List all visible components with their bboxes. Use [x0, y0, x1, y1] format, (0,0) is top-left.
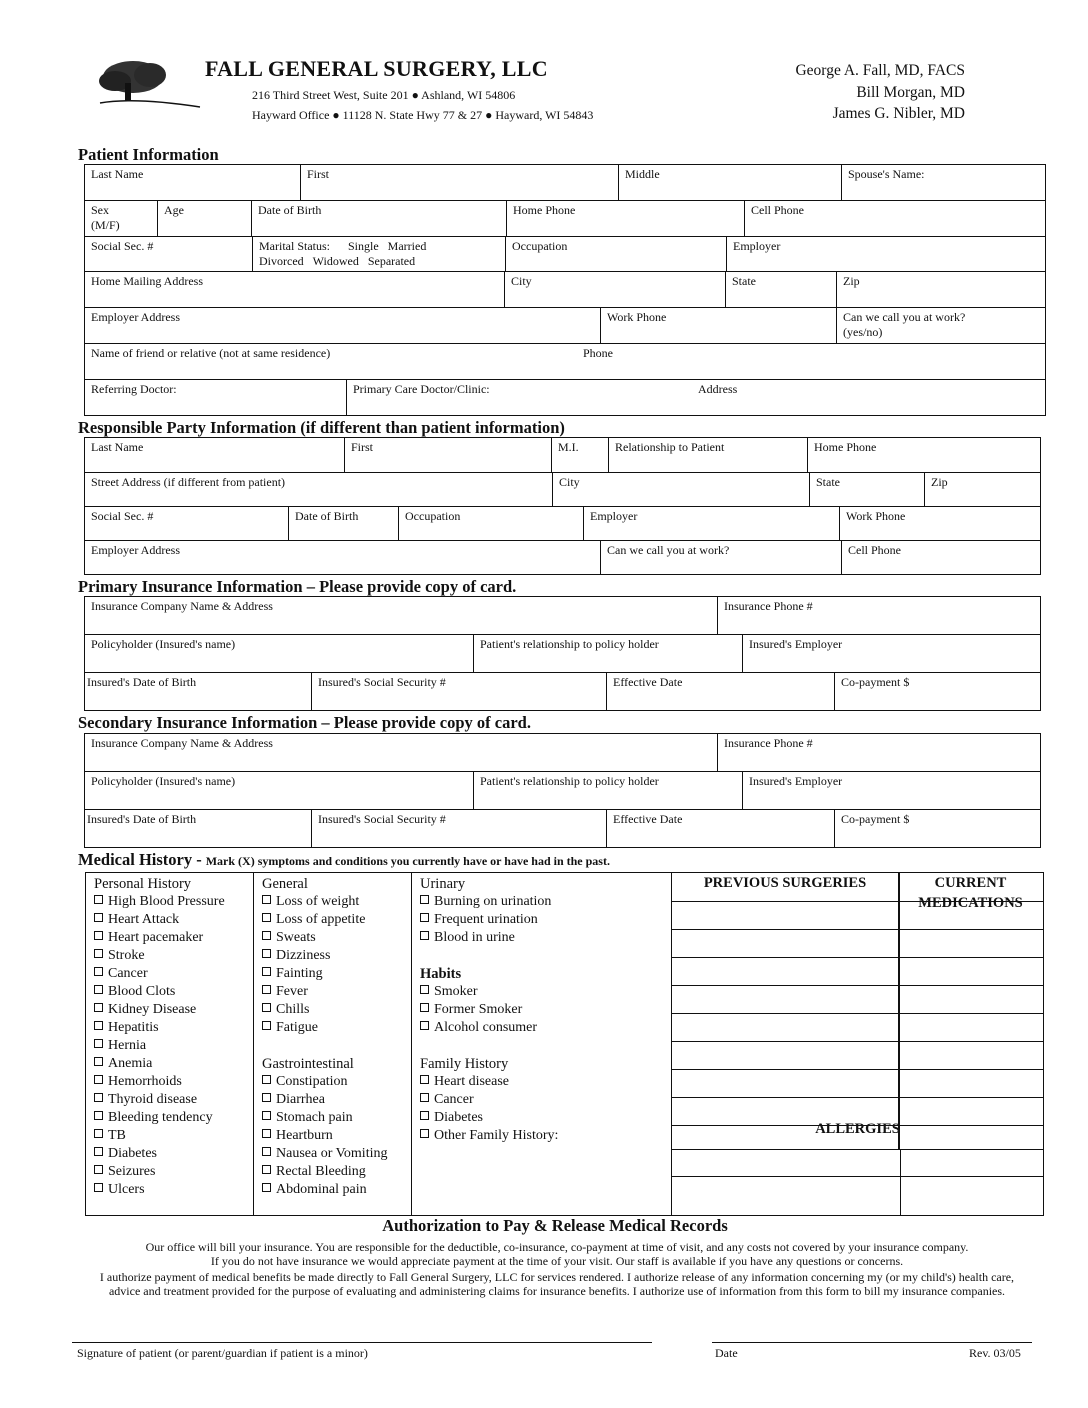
checkbox-label: Bleeding tendency [108, 1110, 213, 1125]
secondary-ins-row-2 [84, 771, 1041, 810]
checkbox-label: Stroke [108, 948, 145, 963]
personal-history-item[interactable] [94, 1073, 253, 1091]
age-field[interactable]: Age [158, 201, 252, 237]
rp-employer-address-field[interactable]: Employer Address [85, 541, 601, 575]
checkbox[interactable] [262, 1129, 271, 1138]
checkbox[interactable] [94, 931, 103, 940]
entry-line [672, 1041, 898, 1042]
rp-street-field[interactable]: Street Address (if different from patient) [85, 473, 553, 507]
personal-history-item[interactable] [94, 1163, 253, 1181]
personal-history-item[interactable] [94, 893, 253, 911]
checkbox-label: Heart pacemaker [108, 930, 204, 945]
habit-item[interactable] [420, 1001, 671, 1019]
pi-copay-field[interactable]: Co-payment $ [835, 673, 1041, 711]
gi-symptom-item[interactable] [262, 1181, 411, 1199]
checkbox-label: Other Family History: [434, 1128, 559, 1143]
primary-ins-row-2 [84, 634, 1041, 673]
rp-first-name-field[interactable]: First [345, 438, 552, 473]
checkbox[interactable] [94, 949, 103, 958]
responsible-party-title: Responsible Party Information (if different than patient information) [78, 418, 565, 437]
checkbox[interactable] [420, 1111, 429, 1120]
urinary-title: Urinary [420, 876, 466, 892]
date-label: Date [715, 1346, 738, 1360]
first-name-field[interactable]: First [301, 165, 619, 201]
responsible-row-4 [84, 540, 1041, 575]
gi-symptom-item[interactable] [262, 1109, 411, 1127]
primary-insurance-title: Primary Insurance Information – Please provide copy of card. [78, 577, 517, 596]
checkbox[interactable] [420, 1075, 429, 1084]
employer-field[interactable]: Employer [727, 237, 1046, 272]
personal-history-item[interactable] [94, 1145, 253, 1163]
personal-history-item[interactable] [94, 1091, 253, 1109]
checkbox-label: TB [108, 1128, 126, 1143]
personal-history-item[interactable] [94, 1037, 253, 1055]
pi-company-field[interactable]: Insurance Company Name & Address [85, 597, 718, 635]
revision-label: Rev. 03/05 [969, 1346, 1021, 1360]
call-at-work-field[interactable]: Can we call you at work? (yes/no) [837, 308, 1046, 344]
rp-employer-field[interactable]: Employer [584, 507, 840, 541]
checkbox[interactable] [94, 985, 103, 994]
checkbox-label: Chills [276, 1002, 310, 1017]
rp-occupation-field[interactable]: Occupation [399, 507, 584, 541]
checkbox-label: Heartburn [276, 1128, 333, 1143]
spouse-name-field[interactable]: Spouse's Name: [842, 165, 1046, 201]
checkbox[interactable] [420, 931, 429, 940]
general-symptom-item[interactable] [262, 983, 411, 1001]
entry-line [672, 901, 898, 902]
urinary-symptom-item[interactable] [420, 893, 671, 911]
checkbox-label: Seizures [108, 1164, 156, 1179]
medical-history-box [85, 872, 1044, 1216]
checkbox-label: Loss of weight [276, 894, 360, 909]
general-symptom-item[interactable] [262, 1001, 411, 1019]
rp-dob-field[interactable]: Date of Birth [289, 507, 399, 541]
medical-history-heading [78, 850, 610, 870]
cell-phone-field[interactable]: Cell Phone [745, 201, 1046, 237]
checkbox-label: Frequent urination [434, 912, 538, 927]
checkbox[interactable] [262, 1093, 271, 1102]
checkbox[interactable] [420, 895, 429, 904]
family-history-title: Family History [420, 1056, 509, 1072]
rp-city-field[interactable]: City [553, 473, 810, 507]
responsible-row-2 [84, 472, 1041, 507]
personal-history-item[interactable] [94, 929, 253, 947]
address-line-2: Hayward Office ● 11128 N. State Hwy 77 & 27 ● Hayward, WI 54843 [252, 108, 594, 122]
checkbox[interactable] [262, 1003, 271, 1012]
checkbox-label: Stomach pain [276, 1110, 353, 1125]
checkbox-label: Fatigue [276, 1020, 318, 1035]
pi-ssn-field[interactable]: Insured's Social Security # [312, 673, 607, 711]
checkbox[interactable] [262, 985, 271, 994]
checkbox[interactable] [262, 913, 271, 922]
pi-dob-field[interactable]: Insured's Date of Birth [85, 673, 312, 711]
gi-symptom-item[interactable] [262, 1073, 411, 1091]
checkbox-label: Thyroid disease [108, 1092, 198, 1107]
general-symptom-item[interactable] [262, 965, 411, 983]
doctor-name: George A. Fall, MD, FACS [795, 62, 965, 79]
patient-row-3 [84, 236, 1046, 272]
rp-call-at-work-field[interactable]: Can we call you at work? [601, 541, 842, 575]
personal-history-item[interactable] [94, 947, 253, 965]
checkbox[interactable] [262, 1075, 271, 1084]
entry-line [672, 929, 898, 930]
entry-line [898, 929, 1043, 930]
rp-cell-phone-field[interactable]: Cell Phone [842, 541, 1041, 575]
pi-phone-field[interactable]: Insurance Phone # [718, 597, 1041, 635]
personal-history-item[interactable] [94, 1181, 253, 1199]
friend-relative-field[interactable]: Name of friend or relative (not at same residence) [85, 344, 578, 380]
billing-paragraph: Our office will bill your insurance. You are responsible for the deductible, co-insurance, co-payment at time of visit, and any costs not covered by your insurance company. [145, 1240, 969, 1254]
checkbox[interactable] [420, 1093, 429, 1102]
checkbox-label: Loss of appetite [276, 912, 366, 927]
personal-history-column [86, 873, 254, 1215]
checkbox[interactable] [94, 913, 103, 922]
checkbox[interactable] [262, 931, 271, 940]
authorization-paragraph: I authorize payment of medical benefits be made directly to Fall General Surgery, LLC for services rendered. I authorize release of any information concerning my (or my child's) health care, advice and treatment provided for the purpose of evaluating and administering claims for insurance benefits. I authorize use of information from this form to bill my insurance companies. [99, 1270, 1015, 1298]
checkbox[interactable] [94, 1165, 103, 1174]
allergies-area[interactable] [672, 1149, 1043, 1215]
patient-row-7 [84, 379, 1046, 416]
patient-row-2 [84, 200, 1046, 237]
pi-effective-field[interactable]: Effective Date [607, 673, 835, 711]
rp-zip-field[interactable]: Zip [925, 473, 1041, 507]
checkbox[interactable] [94, 1003, 103, 1012]
personal-history-title: Personal History [94, 876, 192, 892]
checkbox[interactable] [420, 1021, 429, 1030]
address-line-1: 216 Third Street West, Suite 201 ● Ashland, WI 54806 [252, 88, 516, 102]
date-line[interactable] [712, 1342, 1032, 1343]
tree-logo [95, 55, 205, 110]
urinary-symptom-item[interactable] [420, 911, 671, 929]
habit-item[interactable] [420, 1019, 671, 1037]
no-insurance-paragraph: If you do not have insurance we would appreciate payment at the time of your visit. Our staff is available if you have any questions or concerns. [210, 1254, 904, 1268]
si-holder-field[interactable]: Policyholder (Insured's name) [85, 772, 474, 810]
allergies-title: ALLERGIES [815, 1121, 900, 1137]
personal-history-item[interactable] [94, 1109, 253, 1127]
entry-line [672, 957, 898, 958]
habit-item[interactable] [420, 983, 671, 1001]
checkbox[interactable] [94, 1129, 103, 1138]
personal-history-item[interactable] [94, 1055, 253, 1073]
mailing-address-field[interactable]: Home Mailing Address [85, 272, 505, 308]
medical-history-instruction: Mark (X) symptoms and conditions you currently have or have had in the past. [205, 854, 610, 868]
primary-care-address-field[interactable]: Address [692, 380, 1046, 416]
habits-title: Habits [420, 966, 462, 982]
friend-phone-field[interactable]: Phone [577, 344, 1046, 380]
practice-name: FALL GENERAL SURGERY, LLC [205, 56, 548, 81]
checkbox-label: Fever [276, 984, 308, 999]
signature-label: Signature of patient (or parent/guardian if patient is a minor) [77, 1346, 368, 1360]
checkbox[interactable] [94, 1021, 103, 1030]
rp-last-name-field[interactable]: Last Name [85, 438, 345, 473]
responsible-row-3 [84, 506, 1041, 541]
checkbox-label: Anemia [108, 1056, 153, 1071]
entry-line [898, 957, 1043, 958]
patient-info-title: Patient Information [78, 145, 219, 164]
entry-line [672, 1069, 898, 1070]
si-dob-field[interactable]: Insured's Date of Birth [85, 810, 312, 848]
entry-line [898, 1041, 1043, 1042]
secondary-insurance-title: Secondary Insurance Information – Please provide copy of card. [78, 713, 531, 732]
entry-line [898, 1069, 1043, 1070]
checkbox-label: Sweats [276, 930, 316, 945]
gi-symptom-item[interactable] [262, 1145, 411, 1163]
checkbox[interactable] [262, 949, 271, 958]
checkbox[interactable] [94, 1093, 103, 1102]
checkbox[interactable] [262, 1165, 271, 1174]
rp-state-field[interactable]: State [810, 473, 925, 507]
si-effective-field[interactable]: Effective Date [607, 810, 835, 848]
checkbox-label: Smoker [434, 984, 478, 999]
checkbox-label: Cancer [108, 966, 148, 981]
middle-name-field[interactable]: Middle [619, 165, 842, 201]
personal-history-item[interactable] [94, 1019, 253, 1037]
general-symptom-item[interactable] [262, 947, 411, 965]
gi-symptom-item[interactable] [262, 1127, 411, 1145]
checkbox[interactable] [94, 895, 103, 904]
authorization-title: Authorization to Pay & Release Medical Records [382, 1216, 728, 1235]
checkbox-label: Abdominal pain [276, 1182, 367, 1197]
checkbox[interactable] [262, 1183, 271, 1192]
entry-line [898, 1097, 1043, 1098]
gi-symptom-item[interactable] [262, 1163, 411, 1181]
previous-surgeries-title: PREVIOUS SURGERIES [703, 875, 867, 891]
checkbox[interactable] [420, 985, 429, 994]
checkbox-label: Hernia [108, 1038, 147, 1053]
dob-field[interactable]: Date of Birth [252, 201, 507, 237]
checkbox-label: Diarrhea [276, 1092, 325, 1107]
general-symptom-item[interactable] [262, 1019, 411, 1037]
patient-row-4 [84, 271, 1046, 308]
rp-ssn-field[interactable]: Social Sec. # [85, 507, 289, 541]
si-phone-field[interactable]: Insurance Phone # [718, 734, 1041, 772]
si-relationship-field[interactable]: Patient's relationship to policy holder [474, 772, 743, 810]
entry-line [898, 1013, 1043, 1014]
checkbox[interactable] [94, 1057, 103, 1066]
si-copay-field[interactable]: Co-payment $ [835, 810, 1041, 848]
checkbox-label: Kidney Disease [108, 1002, 197, 1017]
personal-history-item[interactable] [94, 983, 253, 1001]
home-phone-field[interactable]: Home Phone [507, 201, 745, 237]
checkbox-label: Heart disease [434, 1074, 510, 1089]
personal-history-item[interactable] [94, 1127, 253, 1145]
checkbox[interactable] [420, 1003, 429, 1012]
checkbox-label: Diabetes [434, 1110, 483, 1125]
rp-home-phone-field[interactable]: Home Phone [808, 438, 1041, 473]
primary-ins-row-3 [84, 672, 1041, 711]
medical-history-title: Medical History - [78, 850, 202, 869]
family-history-item[interactable] [420, 1091, 671, 1109]
marital-status-field[interactable]: Marital Status: Single Married Divorced Widowed Separated [253, 237, 506, 272]
checkbox[interactable] [262, 1021, 271, 1030]
last-name-field[interactable]: Last Name [85, 165, 301, 201]
si-ssn-field[interactable]: Insured's Social Security # [312, 810, 607, 848]
secondary-ins-row-1 [84, 733, 1041, 772]
primary-ins-row-1 [84, 596, 1041, 635]
doctor-name: James G. Nibler, MD [832, 105, 965, 122]
checkbox-label: Hemorrhoids [108, 1074, 182, 1089]
personal-history-item[interactable] [94, 965, 253, 983]
checkbox-label: Former Smoker [434, 1002, 523, 1017]
checkbox[interactable] [94, 967, 103, 976]
checkbox-label: Hepatitis [108, 1020, 159, 1035]
city-field[interactable]: City [505, 272, 726, 308]
family-history-item[interactable] [420, 1073, 671, 1091]
personal-history-item[interactable] [94, 1001, 253, 1019]
checkbox-label: Diabetes [108, 1146, 157, 1161]
general-column [254, 873, 412, 1215]
checkbox-label: Heart Attack [108, 912, 180, 927]
checkbox-label: Blood Clots [108, 984, 176, 999]
employer-address-field[interactable]: Employer Address [85, 308, 601, 344]
state-field[interactable]: State [726, 272, 837, 308]
zip-field[interactable]: Zip [837, 272, 1046, 308]
patient-row-5 [84, 307, 1046, 344]
family-history-item[interactable] [420, 1127, 671, 1145]
checkbox-label: Fainting [276, 966, 323, 981]
checkbox[interactable] [420, 1129, 429, 1138]
entry-line [898, 985, 1043, 986]
general-symptom-item[interactable] [262, 911, 411, 929]
checkbox-label: Blood in urine [434, 930, 515, 945]
checkbox-label: Cancer [434, 1092, 474, 1107]
checkbox-label: Ulcers [108, 1182, 145, 1197]
si-employer-field[interactable]: Insured's Employer [743, 772, 1041, 810]
pi-holder-field[interactable]: Policyholder (Insured's name) [85, 635, 474, 673]
general-title: General [262, 876, 308, 892]
general-symptom-item[interactable] [262, 929, 411, 947]
checkbox-label: Rectal Bleeding [276, 1164, 366, 1179]
rp-relationship-field[interactable]: Relationship to Patient [609, 438, 808, 473]
checkbox[interactable] [262, 895, 271, 904]
entry-line [672, 1097, 898, 1098]
signature-line[interactable] [72, 1342, 652, 1343]
rp-work-phone-field[interactable]: Work Phone [840, 507, 1041, 541]
entry-line [672, 1013, 898, 1014]
checkbox[interactable] [262, 967, 271, 976]
checkbox[interactable] [94, 1147, 103, 1156]
si-company-field[interactable]: Insurance Company Name & Address [85, 734, 718, 772]
primary-care-field[interactable]: Primary Care Doctor/Clinic: [347, 380, 693, 416]
checkbox-label: Burning on urination [434, 894, 552, 909]
checkbox-label: Dizziness [276, 948, 331, 963]
personal-history-item[interactable] [94, 911, 253, 929]
referring-doctor-field[interactable]: Referring Doctor: [85, 380, 347, 416]
checkbox[interactable] [420, 913, 429, 922]
pi-relationship-field[interactable]: Patient's relationship to policy holder [474, 635, 743, 673]
entry-line [672, 985, 898, 986]
secondary-ins-row-3 [84, 809, 1041, 848]
responsible-row-1 [84, 437, 1041, 473]
checkbox[interactable] [94, 1111, 103, 1120]
checkbox-label: Alcohol consumer [434, 1020, 538, 1035]
checkbox-label: High Blood Pressure [108, 894, 225, 909]
occupation-field[interactable]: Occupation [506, 237, 727, 272]
checkbox-label: Nausea or Vomiting [276, 1146, 388, 1161]
checkbox[interactable] [94, 1039, 103, 1048]
urinary-symptom-item[interactable] [420, 929, 671, 947]
checkbox[interactable] [262, 1111, 271, 1120]
pi-employer-field[interactable]: Insured's Employer [743, 635, 1041, 673]
checkbox[interactable] [262, 1147, 271, 1156]
gi-symptom-item[interactable] [262, 1091, 411, 1109]
rp-mi-field[interactable]: M.I. [552, 438, 609, 473]
sex-field[interactable]: Sex (M/F) [85, 201, 158, 237]
gi-title: Gastrointestinal [262, 1056, 354, 1072]
checkbox[interactable] [94, 1183, 103, 1192]
current-medications-title: CURRENT MEDICATIONS [918, 875, 1023, 911]
family-history-item[interactable] [420, 1109, 671, 1127]
entry-line [898, 901, 1043, 902]
patient-info-table [84, 164, 1046, 201]
urinary-column [412, 873, 672, 1215]
doctor-name: Bill Morgan, MD [856, 84, 965, 101]
work-phone-field[interactable]: Work Phone [601, 308, 837, 344]
checkbox[interactable] [94, 1075, 103, 1084]
general-symptom-item[interactable] [262, 893, 411, 911]
ssn-field[interactable]: Social Sec. # [85, 237, 253, 272]
checkbox-label: Constipation [276, 1074, 348, 1089]
patient-row-6 [84, 343, 1046, 380]
